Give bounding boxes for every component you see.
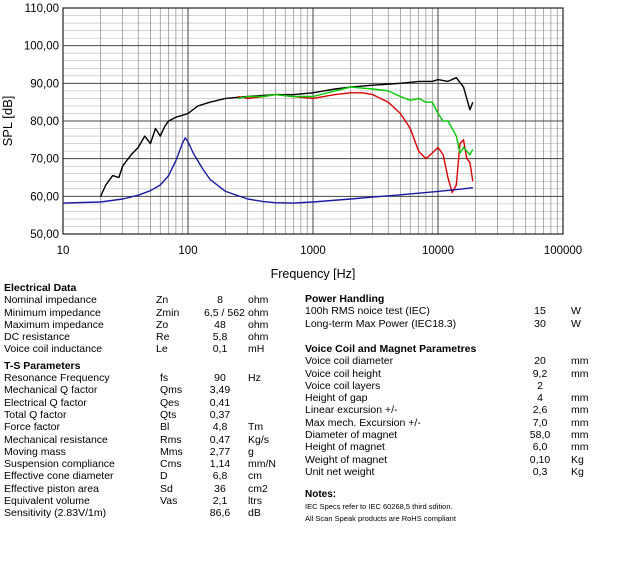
param-name: Effective piston area	[4, 482, 99, 495]
param-symbol: Le	[156, 343, 168, 356]
param-symbol: Re	[156, 331, 170, 344]
param-symbol: Sd	[160, 482, 173, 495]
param-unit: mH	[248, 343, 265, 356]
param-name: Mechanical resistance	[4, 433, 108, 446]
param-unit: mm	[571, 429, 589, 442]
param-name: Diameter of magnet	[305, 429, 398, 442]
param-name: Weight of magnet	[305, 453, 388, 466]
voice-coil-title: Voice Coil and Magnet Parametres	[305, 343, 477, 355]
param-symbol: Zo	[156, 318, 169, 331]
param-symbol: Rms	[160, 433, 182, 446]
y-tick-label: 60,00	[30, 191, 59, 204]
param-unit: W	[571, 317, 581, 330]
power-handling-table	[305, 293, 625, 330]
y-tick-label: 80,00	[30, 116, 59, 128]
param-unit: ohm	[248, 294, 269, 307]
param-value: 7,0	[532, 416, 548, 429]
param-name: Voice coil layers	[305, 379, 381, 392]
param-name: Voice coil diameter	[305, 355, 394, 368]
param-value: 0,37	[209, 408, 231, 421]
param-symbol: Mms	[160, 445, 183, 458]
y-tick-label: 110,00	[24, 3, 59, 15]
param-unit: mm	[571, 416, 589, 429]
table-row	[4, 384, 294, 396]
y-tick-label: 100,00	[23, 40, 59, 53]
x-tick-label: 10000	[422, 245, 454, 257]
y-tick-label: 90,00	[30, 78, 59, 91]
param-value: 3,49	[209, 384, 231, 397]
electrical-data-table	[4, 282, 294, 520]
table-row	[4, 343, 294, 355]
param-unit: Hz	[248, 372, 261, 385]
param-name: Force factor	[4, 421, 61, 434]
param-value: 9,2	[532, 367, 548, 380]
param-name: Voice coil height	[305, 367, 381, 380]
param-name: Equivalent volume	[4, 495, 90, 508]
param-symbol: Cms	[160, 458, 182, 471]
param-unit: Kg/s	[248, 433, 270, 446]
param-name: Height of gap	[305, 392, 368, 405]
param-name: 100h RMS noice test (IEC)	[305, 305, 430, 318]
voice-coil-table	[305, 343, 625, 478]
param-unit: mm	[571, 355, 589, 368]
param-unit: mm	[571, 367, 589, 380]
param-name: DC resistance	[4, 331, 70, 344]
param-symbol: Qms	[160, 384, 183, 397]
table-row	[4, 319, 294, 331]
x-tick-label: 100	[178, 245, 198, 257]
table-row	[4, 331, 294, 343]
param-value: 2,77	[209, 445, 231, 458]
table-row	[4, 434, 294, 446]
table-row	[4, 307, 294, 319]
param-value: 6,0	[532, 441, 548, 454]
table-row	[4, 294, 294, 306]
param-value: 0,41	[209, 396, 231, 409]
table-row	[305, 355, 625, 367]
param-value: 86,6	[209, 507, 231, 520]
electrical-data-title: Electrical Data	[4, 282, 77, 294]
param-value: 4	[537, 392, 543, 405]
param-unit: cm2	[248, 482, 268, 495]
table-row	[305, 392, 625, 404]
param-unit: mm	[571, 392, 589, 405]
y-tick-label: 50,00	[30, 229, 59, 241]
param-unit: g	[248, 445, 254, 458]
note-line: All Scan Speak products are RoHS compliant	[305, 514, 456, 523]
param-value: 36	[214, 482, 226, 495]
param-name: Nominal impedance	[4, 294, 97, 307]
param-symbol: fs	[160, 372, 169, 385]
param-value: 58,0	[529, 429, 551, 442]
param-value: 2,1	[212, 495, 228, 508]
table-row	[305, 318, 625, 330]
table-row	[305, 305, 625, 317]
param-value: 90	[214, 372, 226, 385]
param-name: Moving mass	[4, 445, 66, 458]
x-tick-label: 10	[56, 245, 70, 257]
param-symbol: Bl	[160, 421, 170, 434]
x-tick-label: 1000	[300, 245, 326, 257]
param-value: 2	[537, 379, 543, 392]
param-unit: ohm	[248, 306, 269, 319]
param-value: 15	[534, 305, 546, 318]
param-symbol: Vas	[160, 495, 178, 508]
param-unit: mm	[571, 404, 589, 417]
param-symbol: Qes	[160, 396, 180, 409]
table-row	[4, 483, 294, 495]
frequency-response-chart	[0, 0, 636, 280]
param-value: 6,5 / 562	[204, 306, 245, 319]
param-value: 4,8	[212, 421, 228, 434]
table-row	[305, 417, 625, 429]
param-unit: Tm	[248, 421, 264, 434]
table-row	[4, 421, 294, 433]
param-unit: dB	[248, 507, 261, 520]
table-row	[305, 368, 625, 380]
param-symbol: Qts	[160, 408, 177, 421]
param-value: 30	[534, 317, 546, 330]
param-name: Height of magnet	[305, 441, 385, 454]
param-unit: ltrs	[248, 495, 262, 508]
table-row	[305, 466, 625, 478]
param-name: Mechanical Q factor	[4, 384, 98, 397]
x-axis-label: Frequency [Hz]	[270, 267, 356, 280]
param-value: 0,1	[212, 343, 228, 356]
param-name: Resonance Frequency	[4, 372, 110, 385]
table-row	[4, 397, 294, 409]
param-value: 6,8	[212, 470, 228, 483]
y-axis-label: SPL [dB]	[0, 95, 15, 147]
param-value: 5,8	[212, 331, 228, 344]
param-unit: mm	[571, 441, 589, 454]
table-row	[4, 470, 294, 482]
ts-parameters-title: T-S Parameters	[4, 359, 81, 372]
notes-block	[305, 489, 456, 525]
param-name: Total Q factor	[4, 408, 67, 421]
power-handling-title: Power Handling	[305, 293, 385, 305]
param-name: Electrical Q factor	[4, 396, 87, 409]
param-value: 0,47	[209, 433, 231, 446]
param-name: Maximum impedance	[4, 318, 104, 331]
param-symbol: Zn	[156, 294, 169, 307]
param-symbol: Zmin	[156, 306, 180, 319]
table-row	[4, 409, 294, 421]
param-name: Max mech. Excursion +/-	[305, 416, 421, 429]
x-tick-label: 100000	[543, 245, 583, 257]
param-unit: mm/N	[248, 458, 276, 471]
param-unit: Kg	[571, 453, 584, 466]
table-row	[305, 404, 625, 416]
table-row	[305, 441, 625, 453]
param-name: Effective cone diameter	[4, 470, 114, 483]
param-symbol: D	[160, 470, 168, 483]
table-row	[4, 458, 294, 470]
param-value: 0,3	[532, 465, 548, 478]
param-unit: Kg	[571, 465, 584, 478]
table-row	[305, 454, 625, 466]
param-value: 48	[214, 318, 226, 331]
param-unit: W	[571, 305, 581, 318]
param-name: Sensitivity (2.83V/1m)	[4, 507, 107, 520]
param-name: Linear excursion +/-	[305, 404, 398, 417]
table-row	[4, 446, 294, 458]
param-unit: ohm	[248, 318, 269, 331]
table-row	[305, 380, 625, 392]
param-name: Minimum impedance	[4, 306, 101, 319]
param-value: 2,6	[532, 404, 548, 417]
table-row	[4, 507, 294, 519]
param-value: 0,10	[529, 453, 551, 466]
note-line: IEC Specs refer to IEC 60268,5 third sdition.	[305, 502, 453, 511]
param-value: 20	[534, 355, 546, 368]
table-row	[305, 429, 625, 441]
param-unit: cm	[248, 470, 262, 483]
param-name: Unit net weight	[305, 465, 375, 478]
param-name: Voice coil inductance	[4, 343, 103, 356]
table-row	[4, 372, 294, 384]
y-tick-label: 70,00	[30, 153, 59, 166]
param-unit: ohm	[248, 331, 269, 344]
param-value: 8	[217, 294, 223, 307]
table-row	[4, 495, 294, 507]
param-name: Long-term Max Power (IEC18.3)	[305, 317, 457, 330]
notes-title: Notes:	[305, 489, 337, 500]
param-value: 1,14	[209, 458, 231, 471]
param-name: Suspension compliance	[4, 458, 115, 471]
